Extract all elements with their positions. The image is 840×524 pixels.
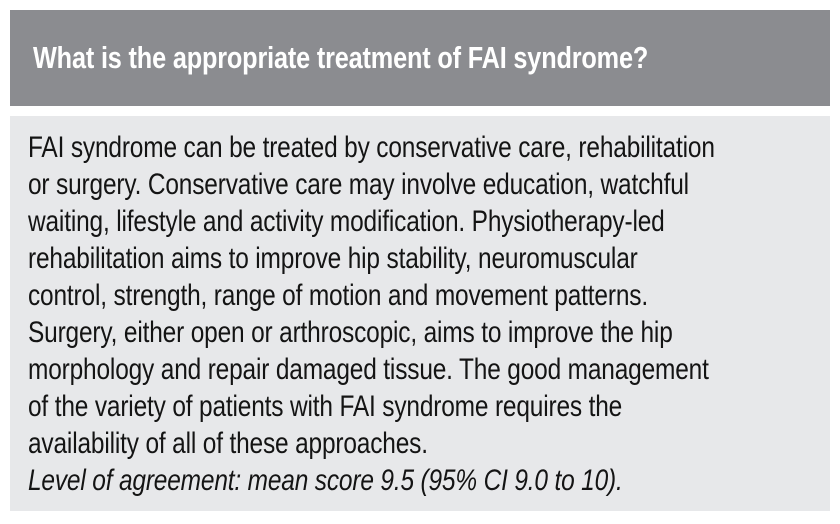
answer-text-line: or surgery. Conservative care may involve education, watchful: [28, 168, 689, 201]
answer-text-line: of the variety of patients with FAI syndrome requires the: [28, 390, 623, 423]
agreement-note: Level of agreement: mean score 9.5 (95% CI 9.0 to 10).: [28, 464, 623, 497]
question-header-bar: [10, 10, 830, 106]
question-title: What is the appropriate treatment of FAI syndrome?: [33, 40, 649, 75]
answer-text-line: rehabilitation aims to improve hip stability, neuromuscular: [28, 242, 638, 275]
answer-text-line: Surgery, either open or arthroscopic, aims to improve the hip: [28, 316, 673, 349]
answer-text-line: morphology and repair damaged tissue. The good management: [28, 353, 709, 386]
answer-text-line: control, strength, range of motion and movement patterns.: [28, 279, 648, 312]
answer-box: [10, 116, 830, 511]
answer-text-line: waiting, lifestyle and activity modification. Physiotherapy-led: [28, 205, 665, 238]
answer-text-line: FAI syndrome can be treated by conservative care, rehabilitation: [28, 131, 715, 164]
answer-text-line: availability of all of these approaches.: [28, 427, 428, 460]
